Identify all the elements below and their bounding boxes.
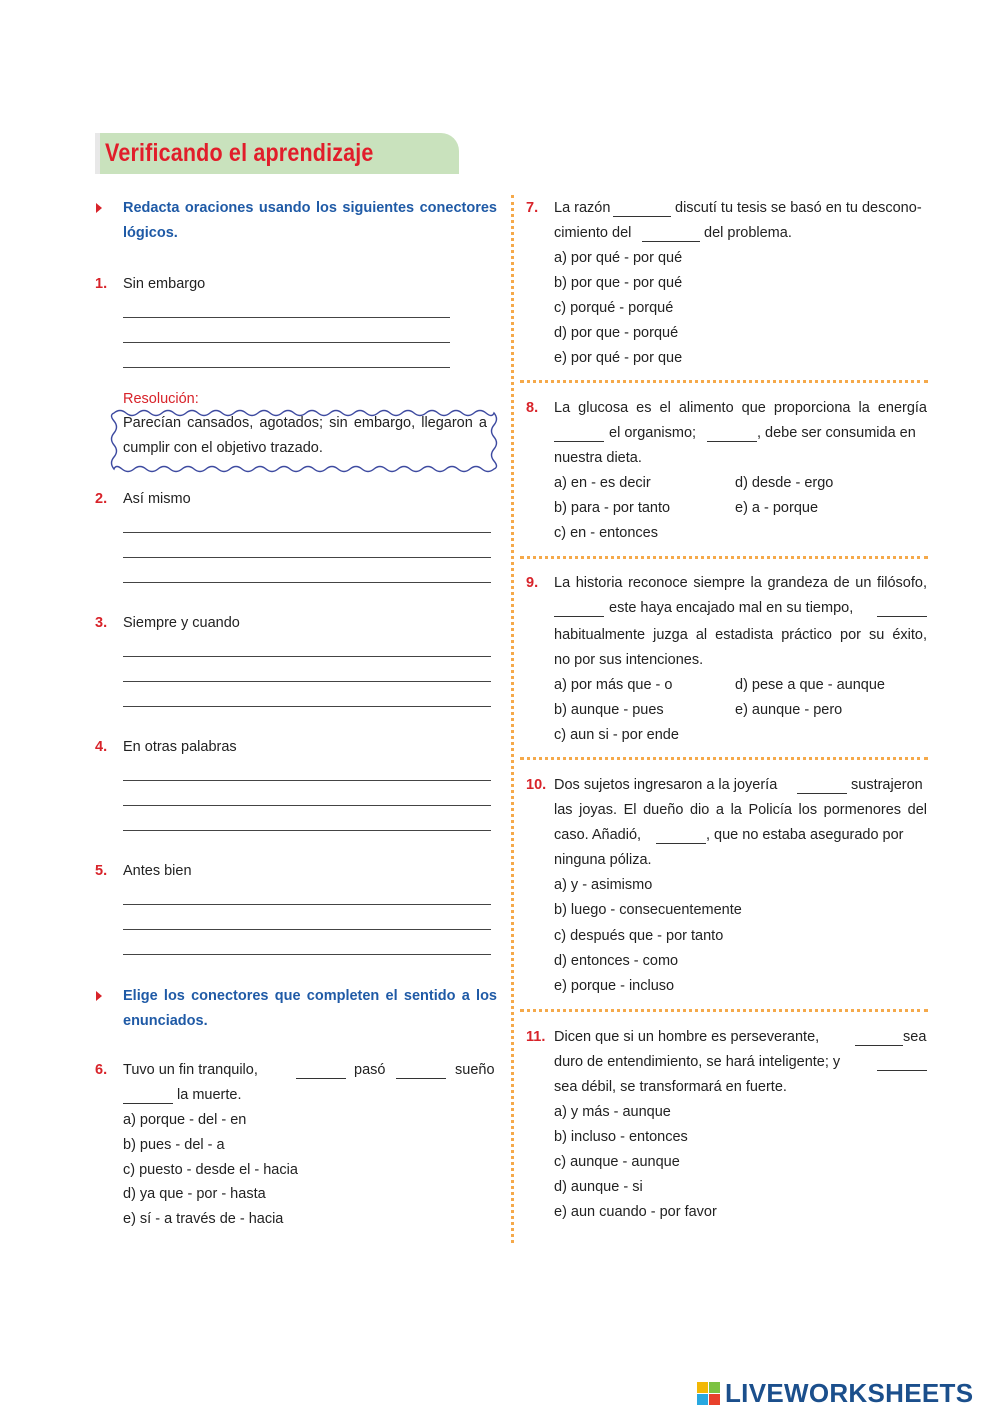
answer-blank[interactable] <box>554 602 604 617</box>
logo-grid-icon <box>697 1382 721 1406</box>
q7-text-d: del problema. <box>704 225 792 241</box>
q10-text-line2: las joyas. El dueño dio a la Policía los pormenores del <box>554 802 927 818</box>
option[interactable]: b) luego - consecuentemente <box>554 902 742 918</box>
answer-blank[interactable] <box>707 427 757 442</box>
item-number: 5. <box>95 863 108 879</box>
q8-text-line1: La glucosa es el alimento que proporciona la energía <box>554 400 927 416</box>
q9-text-line1: La historia reconoce siempre la grandeza de un filósofo, <box>554 575 927 591</box>
q8-text-line2b: , debe ser consumida en <box>757 425 916 441</box>
q11-text-line1b: sea <box>903 1029 927 1045</box>
writing-line[interactable] <box>123 317 450 318</box>
option[interactable]: c) aunque - aunque <box>554 1154 680 1170</box>
q7-text-c: cimiento del <box>554 225 632 241</box>
q6-text-d: la muerte. <box>177 1087 242 1103</box>
answer-blank[interactable] <box>613 202 671 217</box>
section1-instruction-line1: Redacta oraciones usando los siguientes conectores <box>123 200 497 216</box>
writing-line[interactable] <box>123 656 491 657</box>
writing-line[interactable] <box>123 904 491 905</box>
answer-blank[interactable] <box>656 829 706 844</box>
option[interactable]: b) incluso - entonces <box>554 1129 688 1145</box>
item-number: 1. <box>95 276 108 292</box>
section2-instruction-line2: enunciados. <box>123 1013 208 1029</box>
answer-blank[interactable] <box>123 1089 173 1104</box>
answer-blank[interactable] <box>554 427 604 442</box>
option[interactable]: a) en - es decir <box>554 475 651 491</box>
answer-blank[interactable] <box>877 1056 927 1071</box>
title-banner <box>95 133 459 174</box>
option[interactable]: b) pues - del - a <box>123 1137 225 1153</box>
writing-line[interactable] <box>123 681 491 682</box>
item-number: 3. <box>95 615 108 631</box>
q6-text-a: Tuvo un fin tranquilo, <box>123 1062 258 1078</box>
q9-text-line4: no por sus intenciones. <box>554 652 704 668</box>
option[interactable]: c) en - entonces <box>554 525 658 541</box>
option[interactable]: c) aun si - por ende <box>554 727 679 743</box>
option[interactable]: e) a - porque <box>735 500 819 516</box>
writing-line[interactable] <box>123 805 491 806</box>
logo-text: LIVEWORKSHEETS <box>725 1378 974 1408</box>
option[interactable]: e) por qué - por que <box>554 350 683 366</box>
option[interactable]: c) después que - por tanto <box>554 928 724 944</box>
writing-line[interactable] <box>123 367 450 368</box>
option[interactable]: d) desde - ergo <box>735 475 834 491</box>
item-label: Siempre y cuando <box>123 615 240 631</box>
option[interactable]: c) porqué - porqué <box>554 300 674 316</box>
section1-instruction-line2: lógicos. <box>123 225 178 241</box>
q11-text-line3: sea débil, se transformará en fuerte. <box>554 1079 787 1095</box>
answer-blank[interactable] <box>396 1064 446 1079</box>
option[interactable]: a) porque - del - en <box>123 1112 247 1128</box>
question-separator <box>520 380 928 383</box>
writing-line[interactable] <box>123 342 450 343</box>
question-number: 6. <box>95 1062 108 1078</box>
question-number: 7. <box>526 200 539 216</box>
item-label: En otras palabras <box>123 739 237 755</box>
option[interactable]: a) por qué - por qué <box>554 250 683 266</box>
q10-text-line3a: caso. Añadió, <box>554 827 642 843</box>
option[interactable]: b) por que - por qué <box>554 275 683 291</box>
question-number: 10. <box>526 777 547 793</box>
item-number: 4. <box>95 739 108 755</box>
writing-line[interactable] <box>123 706 491 707</box>
q8-text-line3: nuestra dieta. <box>554 450 642 466</box>
banner-accent-bar <box>95 133 100 174</box>
option[interactable]: e) porque - incluso <box>554 978 675 994</box>
answer-blank[interactable] <box>855 1031 903 1046</box>
column-divider <box>511 195 514 1243</box>
option[interactable]: e) aun cuando - por favor <box>554 1204 717 1220</box>
option[interactable]: d) pese a que - aunque <box>735 677 885 693</box>
item-label: Antes bien <box>123 863 192 879</box>
item-label: Sin embargo <box>123 276 206 292</box>
option[interactable]: e) sí - a través de - hacia <box>123 1211 284 1227</box>
q8-text-line2a: el organismo; <box>609 425 697 441</box>
resolution-text-line1: Parecían cansados, agotados; sin embargo, llegaron a <box>123 415 487 431</box>
option[interactable]: b) para - por tanto <box>554 500 671 516</box>
writing-line[interactable] <box>123 830 491 831</box>
answer-blank[interactable] <box>797 779 847 794</box>
q11-text-line2: duro de entendimiento, se hará inteligente; y <box>554 1054 841 1070</box>
question-separator <box>520 1009 928 1012</box>
writing-line[interactable] <box>123 954 491 955</box>
bullet-icon <box>96 991 102 1001</box>
option[interactable]: a) y - asimismo <box>554 877 653 893</box>
answer-blank[interactable] <box>296 1064 346 1079</box>
writing-line[interactable] <box>123 532 491 533</box>
bullet-icon <box>96 203 102 213</box>
q6-text-c: sueño <box>455 1062 495 1078</box>
q10-text-line1b: sustrajeron <box>851 777 923 793</box>
writing-line[interactable] <box>123 929 491 930</box>
q7-text-a: La razón <box>554 200 611 216</box>
option[interactable]: a) y más - aunque <box>554 1104 671 1120</box>
q11-text-line1a: Dicen que si un hombre es perseverante, <box>554 1029 820 1045</box>
option[interactable]: d) entonces - como <box>554 953 679 969</box>
option[interactable]: e) aunque - pero <box>735 702 843 718</box>
writing-line[interactable] <box>123 557 491 558</box>
question-separator <box>520 556 928 559</box>
q10-text-line4: ninguna póliza. <box>554 852 652 868</box>
q6-text-b: pasó <box>354 1062 386 1078</box>
resolution-text-line2: cumplir con el objetivo trazado. <box>123 440 323 456</box>
question-number: 8. <box>526 400 539 416</box>
question-separator <box>520 757 928 760</box>
resolution-label: Resolución: <box>123 391 199 407</box>
q9-text-line3: habitualmente juzga al estadista práctico por su éxito, <box>554 627 927 643</box>
option[interactable]: c) puesto - desde el - hacia <box>123 1162 298 1178</box>
option[interactable]: d) ya que - por - hasta <box>123 1186 266 1202</box>
q10-text-line3b: , que no estaba asegurado por <box>706 827 904 843</box>
answer-blank[interactable] <box>877 602 927 617</box>
q9-text-line2: este haya encajado mal en su tiempo, <box>609 600 854 616</box>
writing-line[interactable] <box>123 582 491 583</box>
item-label: Así mismo <box>123 491 191 507</box>
page-title: Verificando el aprendizaje <box>105 139 374 167</box>
section2-instruction-line1: Elige los conectores que completen el sentido a los <box>123 988 497 1004</box>
question-number: 11. <box>526 1029 546 1045</box>
option[interactable]: a) por más que - o <box>554 677 673 693</box>
option[interactable]: d) por que - porqué <box>554 325 679 341</box>
q7-text-b: discutí tu tesis se basó en tu descono- <box>675 200 922 216</box>
answer-blank[interactable] <box>642 227 700 242</box>
q10-text-line1a: Dos sujetos ingresaron a la joyería <box>554 777 778 793</box>
option[interactable]: b) aunque - pues <box>554 702 664 718</box>
writing-line[interactable] <box>123 780 491 781</box>
question-number: 9. <box>526 575 539 591</box>
option[interactable]: d) aunque - si <box>554 1179 643 1195</box>
item-number: 2. <box>95 491 108 507</box>
